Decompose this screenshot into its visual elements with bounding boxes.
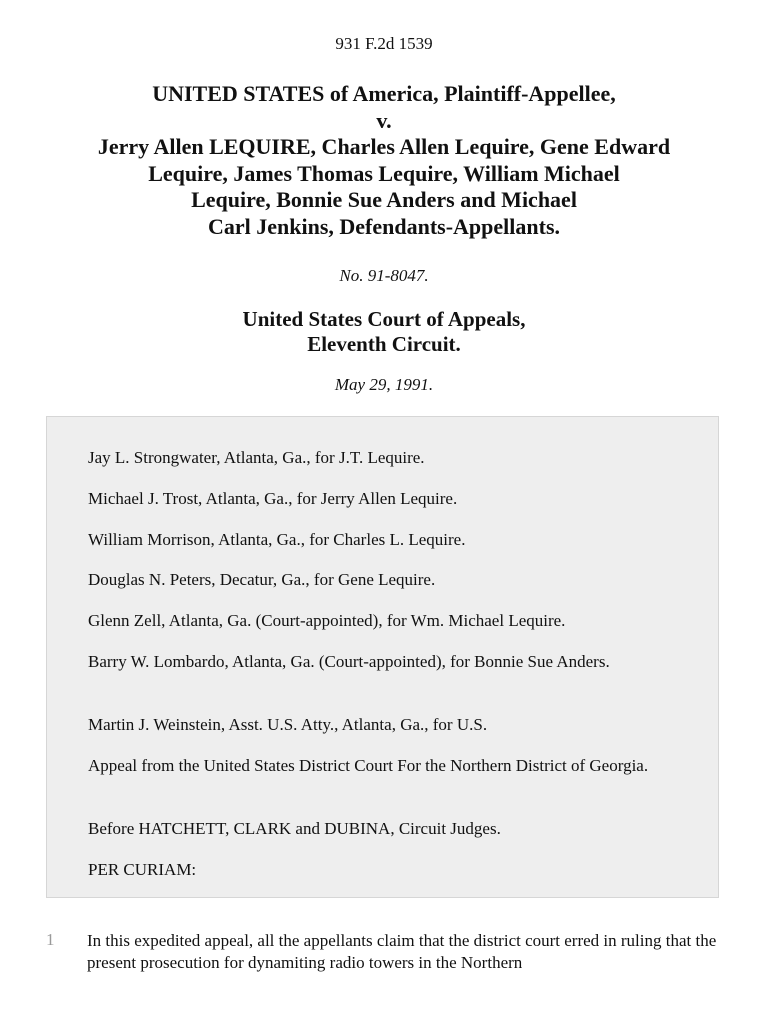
case-caption	[40, 81, 728, 240]
caption-line: Jerry Allen LEQUIRE, Charles Allen Lequire, Gene Edward	[97, 134, 671, 159]
caption-line: Lequire, Bonnie Sue Anders and Michael	[191, 187, 577, 212]
counsel-entry: Michael J. Trost, Atlanta, Ga., for Jerry Allen Lequire.	[88, 489, 458, 508]
case-citation: 931 F.2d 1539	[335, 34, 433, 53]
caption-line: UNITED STATES of America, Plaintiff-Appellee,	[152, 81, 616, 106]
paragraph-number: 1	[46, 930, 55, 949]
caption-line: v.	[376, 107, 392, 133]
counsel-entry: William Morrison, Atlanta, Ga., for Charles L. Lequire.	[88, 530, 466, 549]
caption-line: Carl Jenkins, Defendants-Appellants.	[207, 213, 561, 239]
counsel-entry: Douglas N. Peters, Decatur, Ga., for Gene Lequire.	[88, 570, 436, 589]
counsel-entry: Jay L. Strongwater, Atlanta, Ga., for J.T. Lequire.	[88, 448, 425, 467]
court-line: Eleventh Circuit.	[307, 332, 461, 356]
opinion-paragraph: In this expedited appeal, all the appellants claim that the district court erred in ruling that the present prosecution for dynamiting radio towers in the Northern	[87, 931, 717, 972]
counsel-panel	[46, 416, 719, 898]
docket-number: No. 91-8047.	[339, 266, 429, 285]
per-curiam-label: PER CURIAM:	[88, 860, 197, 879]
decision-date: May 29, 1991.	[334, 375, 434, 394]
counsel-entry: Barry W. Lombardo, Atlanta, Ga. (Court-appointed), for Bonnie Sue Anders.	[88, 652, 610, 671]
court-name	[0, 307, 768, 357]
judges-panel: Before HATCHETT, CLARK and DUBINA, Circuit Judges.	[88, 819, 501, 838]
appeal-origin: Appeal from the United States District Court For the Northern District of Georgia.	[88, 756, 649, 775]
counsel-entry: Glenn Zell, Atlanta, Ga. (Court-appointed), for Wm. Michael Lequire.	[88, 611, 566, 630]
counsel-entry: Martin J. Weinstein, Asst. U.S. Atty., Atlanta, Ga., for U.S.	[88, 715, 488, 734]
court-line: United States Court of Appeals,	[242, 307, 526, 331]
caption-line: Lequire, James Thomas Lequire, William Michael	[148, 160, 620, 186]
